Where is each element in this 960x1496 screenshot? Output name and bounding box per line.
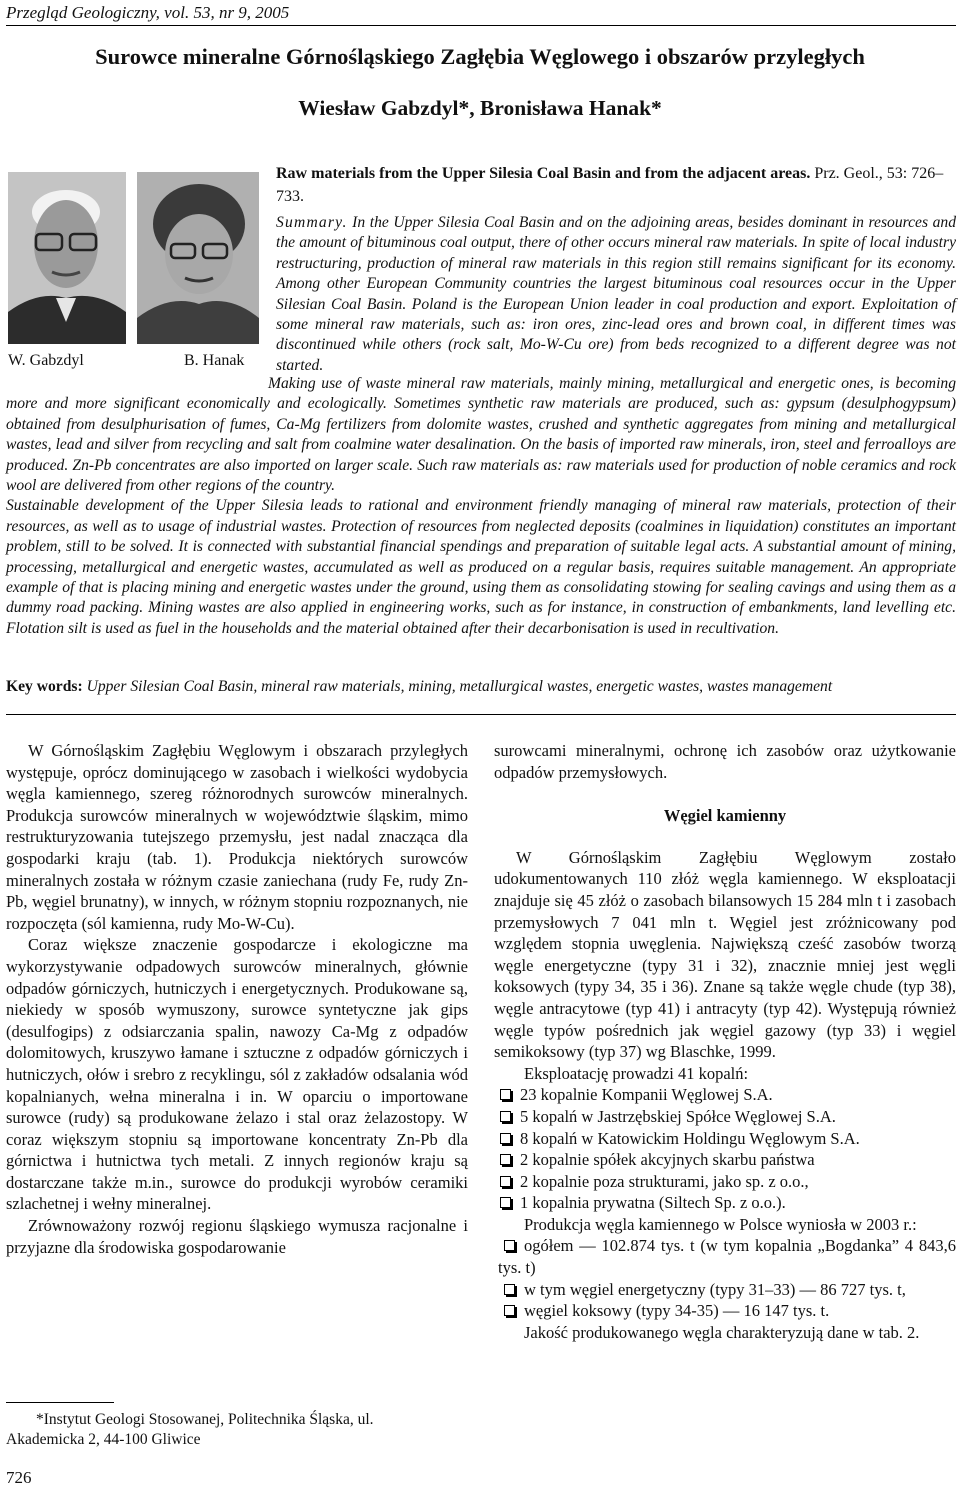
right-column: [494, 740, 956, 1343]
body-paragraph: W Górnośląskim Zagłębiu Węglowym zostało udokumentowanych 110 złóż węgla kamiennego. W eksploatacji znajduje się 45 złóż o zasobach bilansowych 15 284 mln t i zasobach przemysłowych 7 041 mln t. Węgiel jest zróżnicowany pod względem stopnia uwęglenia. Największą cześć zasobów tworzą węgle energetyczne (typy 31 i 32), znacznie mniej jest węgli koksowych (typy 34, 35 i 36). Znane są także węgle chude (typ 38), węgle antracytowe (typ 41) i antracyty (typ 42). Występują również węgle typów pośrednich jak węgiel gazowy (typ 33) i węgiel semikoksowy (typ 37) wg Blaschke, 1999.: [494, 847, 956, 1062]
portrait-image: [137, 172, 259, 344]
checkbox-bullet-icon: [504, 1305, 515, 1316]
body-paragraph: Produkcja węgla kamiennego w Polsce wyniosła w 2003 r.:: [524, 1214, 917, 1234]
checkbox-bullet-icon: [500, 1133, 511, 1144]
checkbox-bullet-icon: [500, 1089, 511, 1100]
list-item: 1 kopalnia prywatna (Siltech Sp. z o.o.).: [498, 1192, 956, 1214]
citation: Prz. Geol., 53: 726–733.: [276, 165, 944, 205]
photo-caption-hanak: B. Hanak: [184, 352, 245, 369]
body-paragraph: surowcami mineralnymi, ochronę ich zasobów oraz użytkowanie odpadów przemysłowych.: [494, 741, 956, 782]
list-item: węgiel koksowy (typy 34-35) — 16 147 tys. t.: [498, 1300, 956, 1322]
summary-paragraph: Making use of waste mineral raw materials, mainly mining, metallurgical and energetic ones, is becoming more and more significant economically and ecologically. Sometimes synthetic raw materials are produced, such as: gypsum (desulphogypsum) obtained from desulphurisation of fumes, Ca-Mg fertilizers from dolomite wastes, crushed and synthetic aggregates from mining and metallurgical wastes, lead and silver from recycling and salt from coalmine water desalination. On the basis of imported raw minerals, iron, steel and ferroalloys are produced. Zn-Pb concentrates are also imported on larger scale. Such raw materials as: raw materials used for production of noble ceramics and rock wool are delivered from other regions of the country.: [6, 375, 956, 495]
summary-paragraph: Sustainable development of the Upper Silesia leads to rational and environment friendly managing of mineral raw materials, protection of their resources, as well as to usage of industrial wastes. Protection of resources from neglected deposits (coalmines in liquidation) constitutes an important problem, still to be solved. It is connected with substantial financial spendings and preparation of suitable legal acts. A substantial amount of mining, processing, metallurgical and energetic wastes, accumulated as well as produced on a regular basis, requires suitable management. An appropriate example of that is placing mining and energetic wastes under the ground, using them as consolidating stowing for sealing cavings and using them as a dummy road packing. Mining wastes are also applied in engineering works, such as for instance, in construction of embankments, land levelling etc. Flotation silt is used as fuel in the households and the material obtained after their decarbonisation is used in recultivation.: [6, 497, 956, 637]
checkbox-bullet-icon: [500, 1176, 511, 1187]
section-rule: [6, 714, 956, 715]
list-item: 23 kopalnie Kompanii Węglowej S.A.: [498, 1084, 956, 1106]
article-authors: Wiesław Gabzdyl*, Bronisława Hanak*: [298, 96, 662, 120]
footnote: [6, 1410, 416, 1450]
checkbox-bullet-icon: [500, 1197, 511, 1208]
keywords-text: Upper Silesian Coal Basin, mineral raw materials, mining, metallurgical wastes, energetic wastes, wastes management: [86, 678, 833, 695]
english-title: [276, 162, 956, 208]
body-paragraph: Zrównoważony rozwój regionu śląskiego wymusza racjonalne i przyjazne dla środowiska gospodarowanie: [6, 1216, 468, 1257]
summary-top: [276, 213, 956, 376]
author-photo-gabzdyl: [8, 172, 126, 344]
summary-text: In the Upper Silesia Coal Basin and on the adjoining areas, besides dominant in resources and the amount of bituminous coal output, there of other occurs mineral raw materials. In spite of local industry restructuring, production of mineral raw materials in this region still remains significant for its economy. Among other European Community countries the largest bituminous coal resources occur in the Upper Silesian Coal Basin. Poland is the European Union leader in coal production and export. Exploitation of some mineral raw materials, such as: iron ores, zinc-lead ores and brown coal, in different times was discontinued while others (rock salt, Mo-W-Cu ore) from beds recognized to a different degree was not started.: [276, 214, 956, 374]
photo-caption-gabzdyl: W. Gabzdyl: [8, 352, 84, 369]
summary-label: Summary.: [276, 214, 348, 231]
section-heading: Węgiel kamienny: [663, 806, 787, 826]
checkbox-bullet-icon: [504, 1240, 515, 1251]
list-item: 8 kopalń w Katowickim Holdingu Węglowym S.A.: [498, 1128, 956, 1150]
body-paragraph: Jakość produkowanego węgla charakteryzują dane w tab. 2.: [524, 1322, 920, 1342]
article-title: Surowce mineralne Górnośląskiego Zagłębia Węglowego i obszarów przyległych: [95, 44, 865, 69]
page-number: 726: [6, 1468, 32, 1487]
mines-list: [494, 1084, 956, 1214]
list-item: 2 kopalnie poza strukturami, jako sp. z o.o.,: [498, 1171, 956, 1193]
list-item: 5 kopalń w Jastrzębskiej Spółce Węglowej S.A.: [498, 1106, 956, 1128]
checkbox-bullet-icon: [500, 1111, 511, 1122]
summary-continued: [6, 374, 956, 639]
body-paragraph: Coraz większe znaczenie gospodarcze i ekologiczne ma wykorzystywanie odpadowych surowców mineralnych, głównie odpadów górniczych, hutniczych i energetycznych. Produkowane są, niekiedy w sposób wymuszony, surowce syntetyczne jak gips (desulfogips) z odsiarczania spalin, nawozy Ca-Mg z odpadów dolomitowych, kruszywo łamane i sztuczne z odpadów górniczych i hutniczych, ołów i srebro z recyklingu, sól z zakładów odsalania wód kopalnianych, wełna mineralna i in. W oparciu o importowane surowce (rudy) są produkowane żelazo i stal oraz żelazostopy. W coraz większym stopniu są importowane koncentraty Zn-Pb dla górnictwa i hutnictwa tych metali. Z innych regionów kraju są dostarczane także m.in., surowce do produkcji wyrobów ceramiki szlachetnej i wełny mineralnej.: [6, 935, 468, 1214]
list-item: w tym węgiel energetyczny (typy 31–33) — 86 727 tys. t,: [498, 1279, 956, 1301]
keywords-label: Key words:: [6, 678, 83, 695]
list-item: ogółem — 102.874 tys. t (w tym kopalnia „Bogdanka” 4 843,6 tys. t): [498, 1236, 956, 1278]
footnote-text: *Instytut Geologi Stosowanej, Politechnika Śląska, ul. Akademicka 2, 44-100 Gliwice: [6, 1411, 374, 1448]
english-title-text: Raw materials from the Upper Silesia Coal Basin and from the adjacent areas.: [276, 165, 811, 182]
body-paragraph: W Górnośląskim Zagłębiu Węglowym i obszarach przyległych występuje, oprócz dominującego w zasobach i wielkości wydobycia węgla kamiennego, szereg różnorodnych surowców mineralnych. Produkcja surowców mineralnych w województwie śląskim, mimo restrukturyzowania tutejszego przemysłu, jest nadal znacząca dla gospodarki kraju (tab. 1). Produkcja niektórych surowców mineralnych została w różnym czasie zaniechana (rudy Fe, rudy Zn-Pb, węgiel brunatny), w innych, w różnym stopniu rozpoznanych, nie rozpoczęta (sól kamienna, rudy Mo-W-Cu).: [6, 741, 468, 933]
footnote-rule: [6, 1402, 114, 1403]
author-photo-hanak: [137, 172, 259, 344]
portrait-image: [8, 172, 126, 344]
list-item: 2 kopalnie spółek akcyjnych skarbu państwa: [498, 1149, 956, 1171]
keywords: [6, 678, 956, 696]
checkbox-bullet-icon: [500, 1154, 511, 1165]
production-list: [494, 1235, 956, 1321]
left-column: [6, 740, 468, 1258]
checkbox-bullet-icon: [504, 1284, 515, 1295]
journal-header: Przegląd Geologiczny, vol. 53, nr 9, 2005: [6, 3, 290, 22]
body-paragraph: Eksploatację prowadzi 41 kopalń:: [524, 1063, 749, 1083]
header-rule: [6, 25, 956, 26]
